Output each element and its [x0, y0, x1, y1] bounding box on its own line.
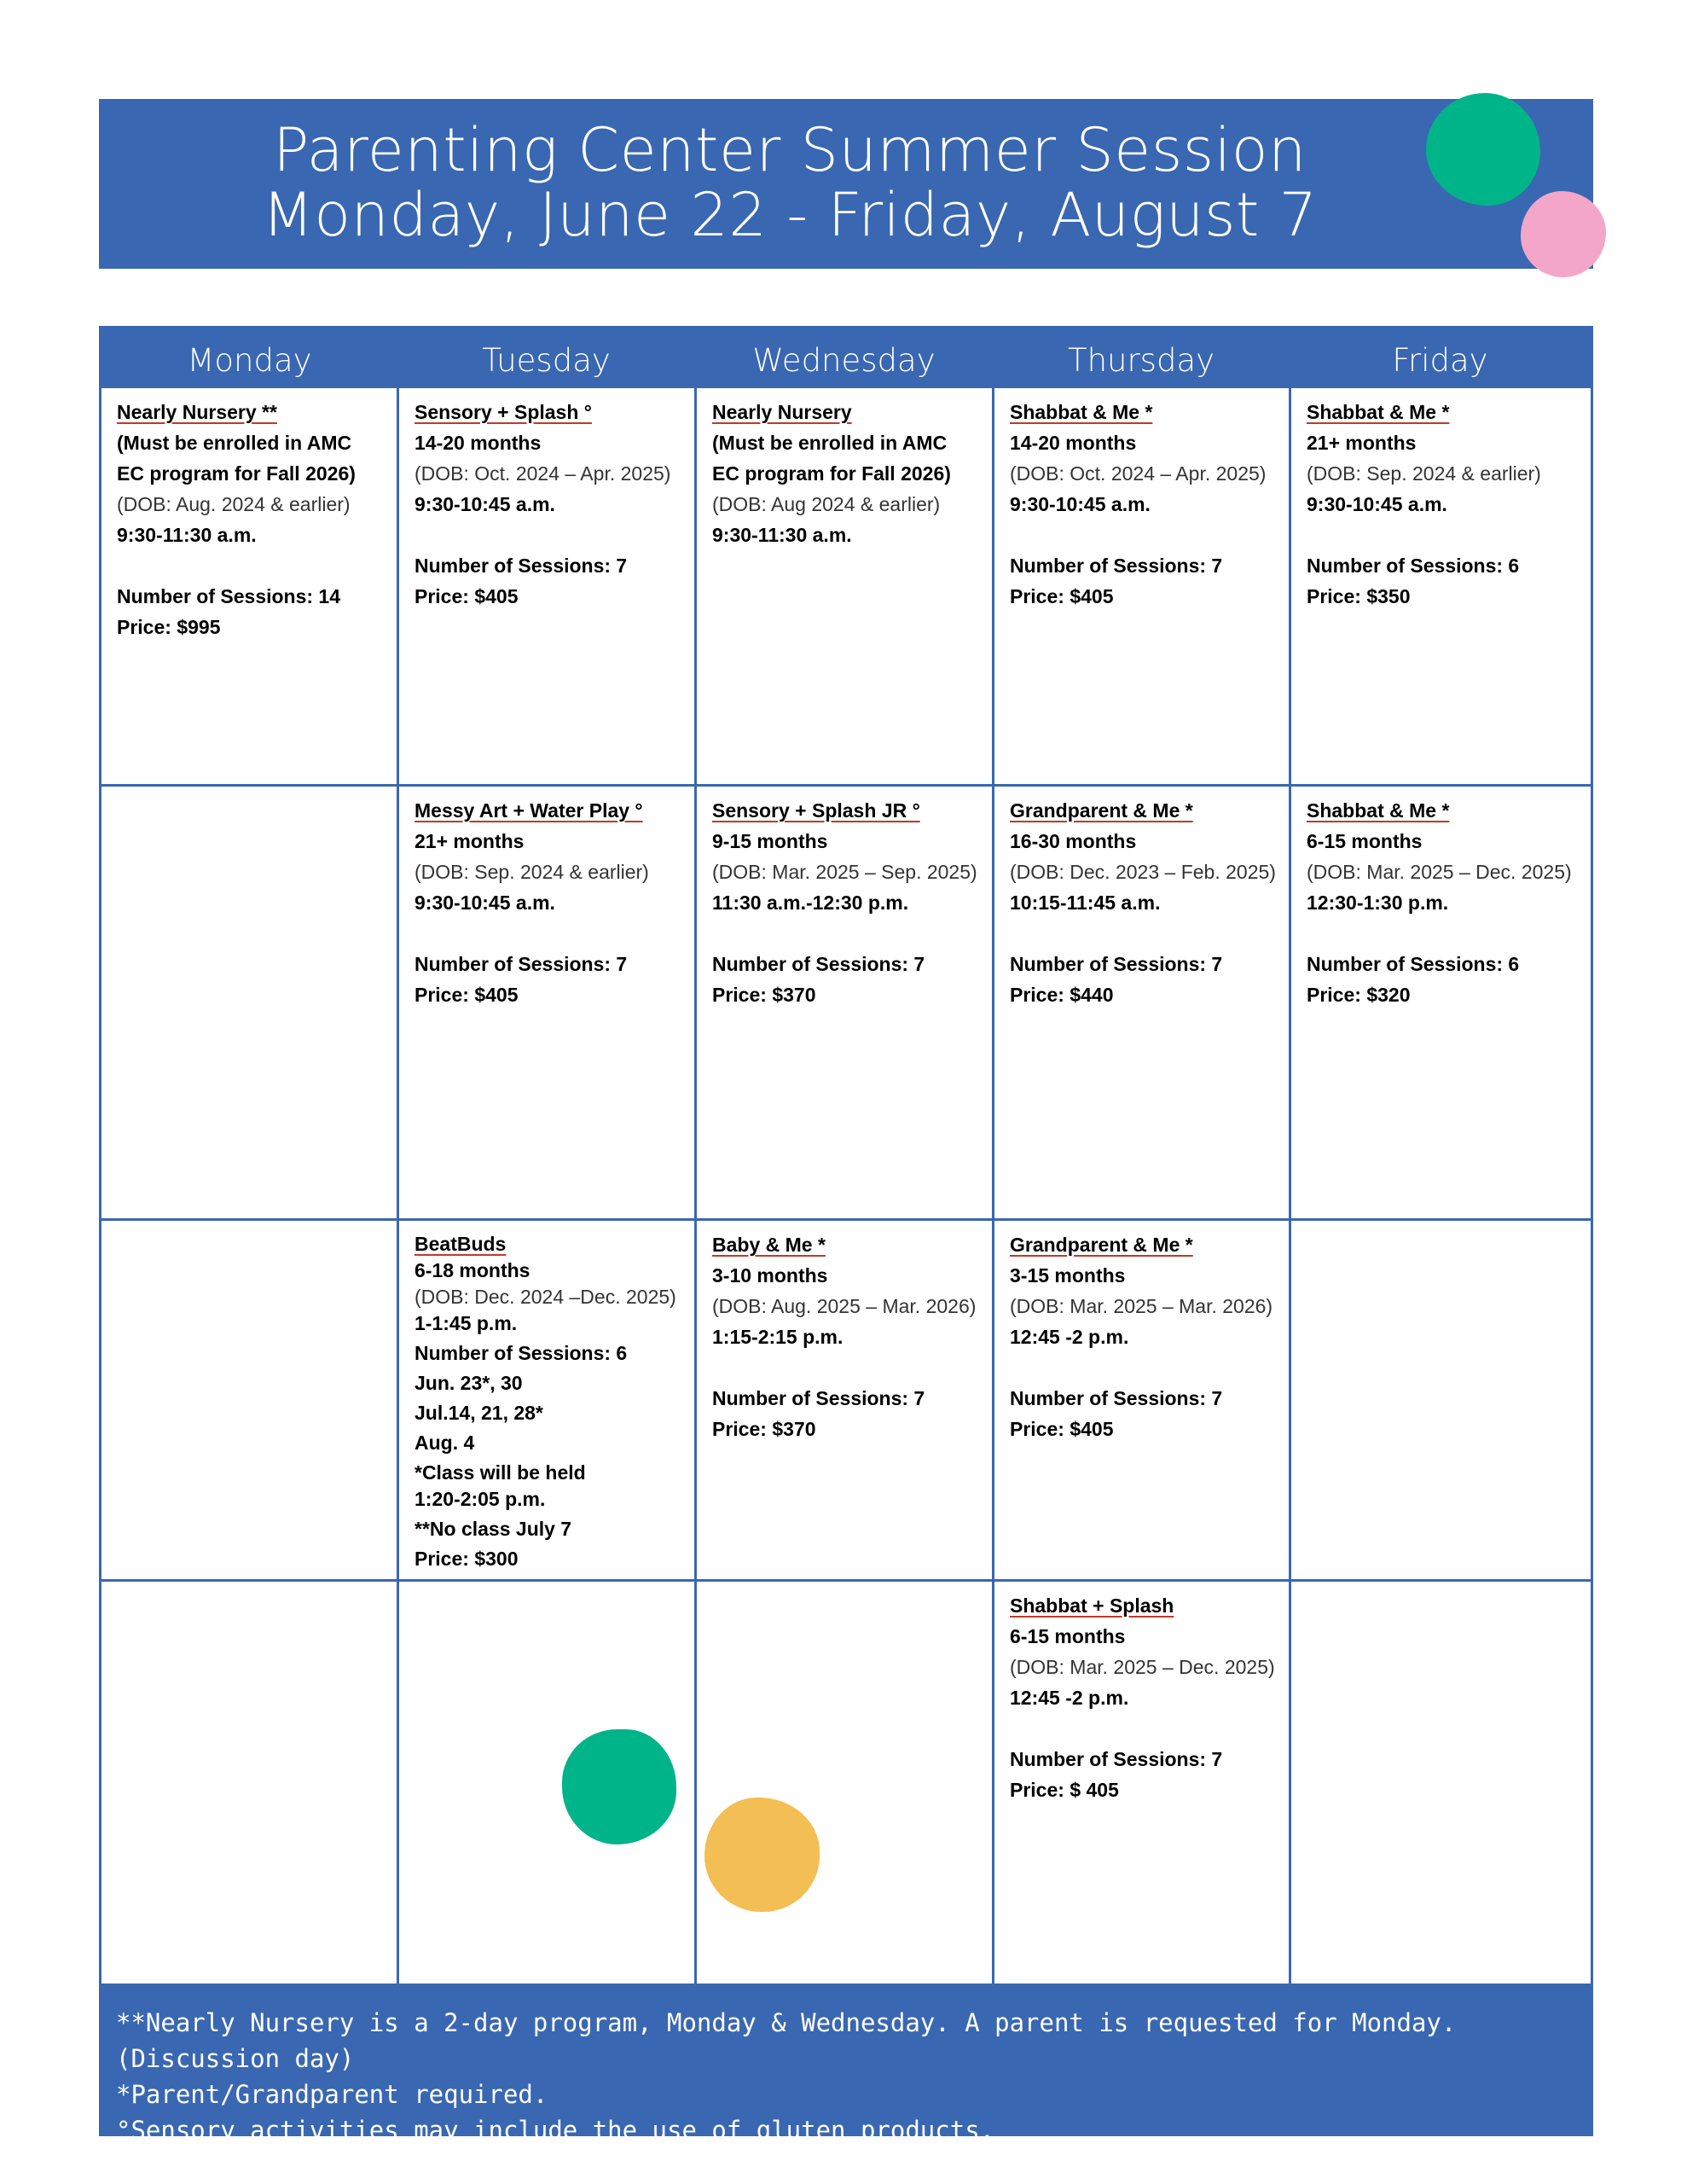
class-card-shabbat-me-friday	[1291, 397, 1591, 612]
class-dob: (DOB: Sep. 2024 & earlier)	[415, 861, 649, 883]
class-dates: Jul.14, 21, 28*	[415, 1402, 543, 1424]
footnote: **Nearly Nursery is a 2-day program, Monday & Wednesday. A parent is requested for Monday. (Discussion day)	[116, 2008, 1457, 2073]
decorative-yellow-dot	[704, 1798, 820, 1912]
class-sessions: Number of Sessions: 6	[415, 1342, 628, 1364]
class-note: EC program for Fall 2026)	[712, 462, 951, 485]
class-note: (Must be enrolled in AMC	[712, 432, 948, 454]
class-price: Price: $370	[712, 984, 816, 1006]
class-dob: (DOB: Aug. 2024 & earlier)	[117, 493, 351, 515]
class-time: 9:30-11:30 a.m.	[117, 524, 257, 546]
class-price: Price: $320	[1307, 984, 1411, 1006]
class-time: 9:30-10:45 a.m.	[1307, 493, 1447, 515]
day-header-row	[101, 328, 1591, 388]
class-dates: Aug. 4	[415, 1432, 475, 1454]
class-age: 6-15 months	[1010, 1625, 1126, 1647]
class-card-grandparent-me-infant	[994, 1229, 1289, 1444]
class-dob: (DOB: Mar. 2025 – Mar. 2026)	[1010, 1295, 1273, 1317]
grid-divider	[397, 388, 399, 1984]
class-age: 21+ months	[1307, 432, 1417, 454]
class-sessions: Number of Sessions: 7	[1010, 1748, 1223, 1770]
class-dob: (DOB: Sep. 2024 & earlier)	[1307, 462, 1541, 485]
class-note: **No class July 7	[415, 1518, 572, 1540]
class-name: Baby & Me *	[712, 1234, 826, 1256]
class-age: 6-18 months	[415, 1259, 530, 1281]
schedule-table	[99, 326, 1593, 1986]
class-name: Grandparent & Me *	[1010, 1234, 1193, 1256]
class-age: 9-15 months	[712, 830, 828, 852]
grid-divider	[101, 1218, 1591, 1221]
class-price: Price: $300	[415, 1548, 519, 1570]
class-time: 9:30-10:45 a.m.	[415, 493, 555, 515]
class-name: Messy Art + Water Play °	[415, 799, 643, 822]
class-time: 11:30 a.m.-12:30 p.m.	[712, 892, 909, 914]
grid-divider	[694, 388, 697, 1984]
class-sessions: Number of Sessions: 7	[1010, 953, 1223, 975]
class-dates: Jun. 23*, 30	[415, 1372, 523, 1394]
class-note: *Class will be held	[415, 1461, 586, 1484]
class-card-shabbat-me-friday-pm	[1291, 795, 1591, 1010]
class-price: Price: $405	[415, 585, 519, 607]
class-sessions: Number of Sessions: 7	[712, 953, 925, 975]
class-age: 14-20 months	[415, 432, 542, 454]
class-name: Sensory + Splash °	[415, 401, 592, 423]
class-age: 6-15 months	[1307, 830, 1423, 852]
day-header-thursday: Thursday	[1067, 342, 1215, 379]
class-name: Nearly Nursery	[712, 401, 852, 423]
class-card-nearly-nursery-monday	[101, 397, 397, 642]
class-age: 14-20 months	[1010, 432, 1137, 454]
class-note: EC program for Fall 2026)	[117, 462, 356, 485]
class-age: 16-30 months	[1010, 830, 1137, 852]
class-card-baby-me	[697, 1229, 992, 1444]
grid-divider	[101, 1579, 1591, 1582]
footnote: *Parent/Grandparent required.	[116, 2080, 548, 2109]
class-name: Grandparent & Me *	[1010, 799, 1193, 822]
class-card-sensory-splash-jr	[697, 795, 992, 1010]
class-sessions: Number of Sessions: 14	[117, 585, 341, 607]
class-time: 9:30-11:30 a.m.	[712, 524, 852, 546]
class-dob: (DOB: Mar. 2025 – Dec. 2025)	[1307, 861, 1572, 883]
class-name: Nearly Nursery **	[117, 401, 277, 423]
class-price: Price: $405	[1010, 585, 1114, 607]
decorative-pink-dot	[1521, 191, 1606, 277]
class-card-shabbat-splash	[994, 1590, 1289, 1805]
footnotes	[99, 1986, 1593, 2145]
class-time: 12:45 -2 p.m.	[1010, 1687, 1129, 1709]
grid-divider	[1289, 388, 1291, 1984]
class-price: Price: $405	[1010, 1418, 1114, 1440]
class-price: Price: $370	[712, 1418, 816, 1440]
class-price: Price: $440	[1010, 984, 1114, 1006]
class-sessions: Number of Sessions: 7	[1010, 555, 1223, 577]
class-card-grandparent-me	[994, 795, 1289, 1010]
class-time: 10:15-11:45 a.m.	[1010, 892, 1161, 914]
title-banner	[99, 99, 1593, 269]
grid-divider	[101, 784, 1591, 787]
class-sessions: Number of Sessions: 7	[415, 555, 628, 577]
page-subtitle-dates: Monday, June 22 - Friday, August 7	[262, 180, 1318, 250]
class-sessions: Number of Sessions: 6	[1307, 555, 1520, 577]
class-time: 1:15-2:15 p.m.	[712, 1326, 844, 1348]
class-age: 3-10 months	[712, 1264, 828, 1287]
class-dob: (DOB: Mar. 2025 – Dec. 2025)	[1010, 1656, 1275, 1678]
class-name: Shabbat + Splash	[1010, 1594, 1174, 1617]
class-card-nearly-nursery-wednesday	[697, 397, 992, 550]
class-dob: (DOB: Aug. 2025 – Mar. 2026)	[712, 1295, 977, 1317]
class-price: Price: $350	[1307, 585, 1411, 607]
class-time: 9:30-10:45 a.m.	[415, 892, 555, 914]
class-age: 3-15 months	[1010, 1264, 1126, 1287]
day-header-friday: Friday	[1392, 342, 1488, 379]
class-age: 21+ months	[415, 830, 525, 852]
class-price: Price: $995	[117, 616, 221, 638]
class-note: 1:20-2:05 p.m.	[415, 1488, 546, 1510]
class-dob: (DOB: Oct. 2024 – Apr. 2025)	[1010, 462, 1267, 485]
class-price: Price: $405	[415, 984, 519, 1006]
class-sessions: Number of Sessions: 6	[1307, 953, 1520, 975]
decorative-green-dot	[562, 1729, 676, 1844]
day-header-tuesday: Tuesday	[482, 342, 611, 379]
class-dob: (DOB: Mar. 2025 – Sep. 2025)	[712, 861, 977, 883]
class-price: Price: $ 405	[1010, 1779, 1119, 1801]
class-card-sensory-splash	[399, 397, 694, 612]
class-card-messy-art	[399, 795, 694, 1010]
class-dob: (DOB: Aug 2024 & earlier)	[712, 493, 941, 515]
decorative-green-dot	[1426, 93, 1540, 206]
class-name: Shabbat & Me *	[1307, 799, 1450, 822]
class-dob: (DOB: Dec. 2024 –Dec. 2025)	[415, 1286, 676, 1308]
class-time: 12:45 -2 p.m.	[1010, 1326, 1129, 1348]
day-header-monday: Monday	[187, 342, 312, 379]
class-card-shabbat-me-thursday	[994, 397, 1289, 612]
class-time: 12:30-1:30 p.m.	[1307, 892, 1449, 914]
class-sessions: Number of Sessions: 7	[1010, 1387, 1223, 1409]
day-header-wednesday: Wednesday	[752, 342, 936, 379]
class-card-beatbuds	[399, 1229, 694, 1574]
class-name: Shabbat & Me *	[1307, 401, 1450, 423]
footnote: °Sensory activities may include the use of gluten products.	[116, 2116, 995, 2145]
page-title: Parenting Center Summer Session	[273, 115, 1307, 185]
class-name: BeatBuds	[415, 1233, 507, 1255]
class-sessions: Number of Sessions: 7	[712, 1387, 925, 1409]
class-dob: (DOB: Dec. 2023 – Feb. 2025)	[1010, 861, 1276, 883]
class-sessions: Number of Sessions: 7	[415, 953, 628, 975]
class-dob: (DOB: Oct. 2024 – Apr. 2025)	[415, 462, 671, 485]
class-name: Shabbat & Me *	[1010, 401, 1153, 423]
class-name: Sensory + Splash JR °	[712, 799, 920, 822]
class-time: 1-1:45 p.m.	[415, 1312, 518, 1334]
class-time: 9:30-10:45 a.m.	[1010, 493, 1151, 515]
class-note: (Must be enrolled in AMC	[117, 432, 352, 454]
